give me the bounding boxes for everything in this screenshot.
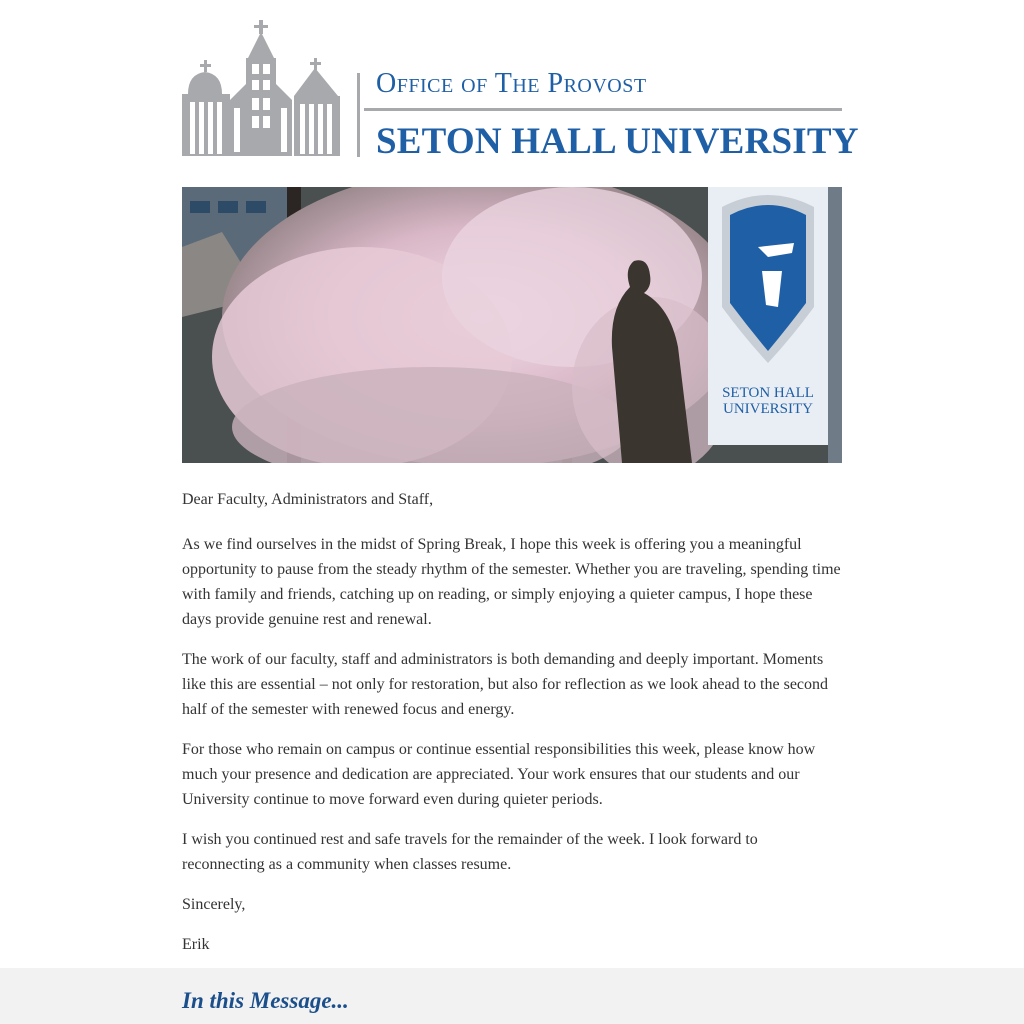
paragraph: I wish you continued rest and safe travels for the remainder of the week. I look forward to reconnecting as a community when classes resume.	[182, 831, 758, 873]
signature: Erik	[182, 936, 210, 953]
message-index-band	[0, 968, 1024, 1024]
header-divider	[364, 108, 842, 111]
closing: Sincerely,	[182, 896, 246, 913]
letter-body	[182, 487, 842, 972]
header-vertical-divider	[357, 73, 360, 157]
paragraph: As we find ourselves in the midst of Spring Break, I hope this week is offering you a meaningful opportunity to pause from the steady rhythm of the semester. Whether you are traveling, spending time with family and friends, catching up on reading, or simply enjoying a quieter campus, I hope these days provide genuine rest and renewal.	[182, 536, 841, 628]
office-title: Office of The Provost	[376, 68, 647, 99]
paragraph: The work of our faculty, staff and administrators is both demanding and deeply important. Moments like this are essential – not only for restoration, but also for reflection as we look ahead to the second half of the semester with renewed focus and energy.	[182, 651, 829, 718]
chapel-icon	[182, 18, 352, 160]
hero-image	[182, 187, 842, 463]
banner-text-line1: SETON HALL	[722, 385, 814, 401]
banner-text-line2: UNIVERSITY	[723, 401, 813, 417]
in-this-message-heading: In this Message...	[182, 988, 349, 1013]
paragraph: For those who remain on campus or continue essential responsibilities this week, please know how much your presence and dedication are appreciated. Your work ensures that our students and our University continue to move forward even during quieter periods.	[182, 741, 816, 808]
university-name: SETON HALL UNIVERSITY	[376, 121, 859, 162]
greeting: Dear Faculty, Administrators and Staff,	[182, 491, 434, 508]
provost-header	[182, 18, 859, 162]
